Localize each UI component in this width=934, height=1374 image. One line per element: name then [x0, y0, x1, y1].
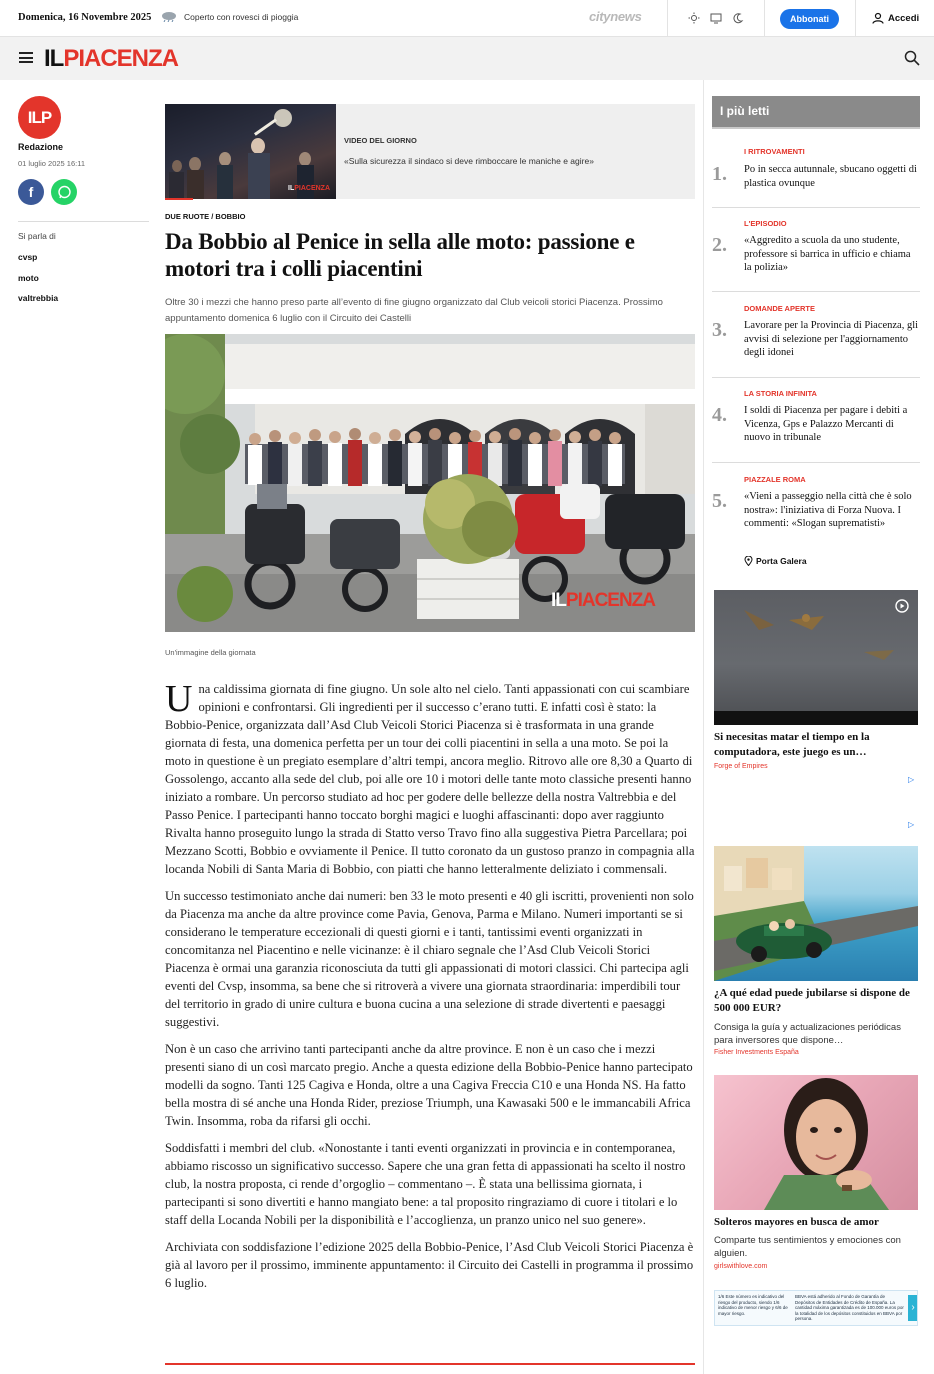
paragraph: Non è un caso che arrivino tanti partecipanti anche da altre province. E non è un caso che i mezzi presenti siano di un così marcato pregio. Anche a questa edizione della Bobbio-Penice hanno partecipato modelli da sogno. Tanti 125 Cagiva e Honda, oltre a una Cagiva Freccia C10 e una Honda NS. Ha fatto bella mostra di sé anche una Honda Rider, preziose Triumph, una Kawasaki 500 e le immancabili Africa Twin. Insomma, roba da rifarsi gli occhi. — [165, 1042, 693, 1128]
article-photo[interactable] — [165, 334, 695, 632]
paragraph: Una caldissima giornata di fine giugno. Un sole alto nel cielo. Tanti appassionati con cui scambiare opinioni e confrontarsi. Gli ingredienti per il successo c’erano tutti. E infatti così è stato: la Bobbio-Penice, organizzata dall’Asd Club Veicoli Storici Piacenza si è trasformata in una grande giornata di festa, una domenica perfetta per un tour dei colli piacentini in sella a una moto. Se poi la moto in questione è un pregiato esemplare d’altri tempi, ancora meglio. Ritrovo alle ore 8,30 a Quarto di Gossolengo, accanto alla sede del club, poi alle ore 10 i motori delle tante moto classiche presenti hanno iniziato a rombare. Un percorso studiato ad hoc per godere delle bellezze della nostra Valtrebbia e del Passo Penice. I partecipanti hanno toccato borghi magici e luoghi affascinanti: dopo aver raggiunto Rivalta hanno proseguito lungo la strada di Statto verso Travo fino alla suggestiva Pietra Parcellara; poi Mezzano Scotti, Bobbio e ovviamente il Penice. Il tutto coronato da un gustoso pranzo in compagnia alla locanda Nobili di Santa Maria di Bobbio, con piatti che hanno letteralmente deliziato i commensali. — [165, 678, 695, 876]
user-icon — [872, 12, 884, 24]
sun-icon[interactable] — [688, 12, 700, 24]
article-kicker[interactable]: DUE RUOTE / BOBBIO — [165, 212, 246, 221]
ad-image[interactable] — [714, 1075, 918, 1210]
ad-headline[interactable]: Si necesitas matar el tiempo en la computadora, este juego es un… — [714, 731, 870, 758]
video-watermark: ILPIACENZA — [288, 185, 331, 192]
group-photo-illustration — [165, 334, 695, 632]
photo-watermark: ILPIACENZA — [551, 590, 656, 611]
paragraph: Soddisfatti i membri del club. «Nonostante i tanti eventi organizzati in provincia e in contemporanea, abbiamo riscosso un significativo successo. Sapere che una gran fetta di appassionati ha scelto il nostro club, la nostra proposta, ci rende d’orgoglio – commentano –. È stata una bellissima giornata, i partecipanti si sono divertiti e hanno mangiato bene: a tal proposito ringraziamo di cuore i titolari e lo staff della Locanda Nobili per la disponibilità e l’accoglienza, un pranzo unico nel suo genere». — [165, 1141, 686, 1227]
item-title[interactable]: Po in secca autunnale, sbucano oggetti di plastica ovunque — [744, 164, 917, 189]
rank-number: 1. — [712, 163, 727, 185]
ad-scene — [714, 590, 918, 711]
ad-headline[interactable]: Solteros mayores en busca de amor — [714, 1216, 879, 1228]
video-controls-bar — [714, 711, 918, 725]
tag-link[interactable]: valtrebbia — [18, 293, 59, 303]
car-coast-illustration — [714, 846, 918, 981]
menu-icon[interactable] — [19, 52, 33, 63]
banner-guarantee-text: BBVA está adherido al Fondo de Garantía de Depósitos de Entidades de Crédito de España. La cantidad máxima garantizada es de 100.000 euros por la totalidad de los depósitos constituidos en BBVA por persona. — [795, 1294, 904, 1321]
citynews-logo[interactable]: citynews — [589, 9, 642, 24]
divider — [667, 0, 668, 37]
rank-number: 4. — [712, 404, 727, 426]
location-pin-icon — [744, 556, 753, 566]
divider — [712, 291, 920, 292]
video-of-the-day[interactable] — [165, 104, 695, 199]
weather-widget[interactable] — [161, 11, 298, 22]
whatsapp-share-button[interactable] — [51, 179, 77, 205]
drop-cap: U — [165, 678, 193, 720]
divider — [764, 0, 765, 37]
section-rule — [165, 1363, 695, 1365]
facebook-share-button[interactable] — [18, 179, 44, 205]
author-avatar[interactable]: ILP — [18, 96, 61, 139]
theme-switcher — [688, 12, 744, 24]
paragraph: Archiviata con soddisfazione l’edizione 2025 della Bobbio-Penice, l’Asd Club Veicoli Storici Piacenza è già al lavoro per il prossimo, imminente appuntamento: il Circuito dei Castelli in programma il prossimo 6 luglio. — [165, 1240, 694, 1290]
ad-source[interactable]: girlswithlove.com — [714, 1263, 768, 1270]
login-button[interactable] — [872, 12, 919, 24]
divider — [712, 377, 920, 378]
item-category: DOMANDE APERTE — [744, 304, 815, 313]
current-date: Domenica, 16 Novembre 2025 — [18, 12, 152, 23]
article-body — [165, 680, 695, 1301]
banner-risk-text: 1/6 Este número es indicativo del riesgo del producto, siendo 1/6 indicativo de menor riesgo y 6/6 de mayor riesgo. — [718, 1294, 788, 1316]
publish-date: 01 luglio 2025 16:11 — [18, 159, 86, 168]
item-category: I RITROVAMENTI — [744, 147, 805, 156]
facebook-icon: f — [28, 184, 34, 200]
replay-icon[interactable] — [894, 598, 910, 614]
subscribe-button[interactable]: Abbonati — [780, 9, 839, 29]
video-thumbnail[interactable] — [165, 104, 336, 199]
ad-source[interactable]: Forge of Empires — [714, 763, 768, 770]
ad-source[interactable]: Fisher Investments España — [714, 1049, 799, 1056]
top-bar — [0, 0, 934, 37]
monitor-icon[interactable] — [710, 12, 722, 24]
article-subtitle: Oltre 30 i mezzi che hanno preso parte all’evento di fine giugno organizzato dal Club veicoli storici Piacenza. Prossimo appuntamento domenica 6 luglio con il Circuito dei Castelli — [165, 297, 663, 324]
photo-caption: Un'immagine della giornata — [165, 648, 256, 657]
whatsapp-icon — [57, 185, 72, 200]
search-icon[interactable] — [904, 50, 920, 66]
item-title[interactable]: «Aggredito a scuola da uno studente, professore si barrica in ufficio e chiama la polizia» — [744, 235, 911, 273]
logo-name: PIACENZA — [63, 45, 178, 72]
video-title[interactable]: «Sulla sicurezza il sindaco si deve rimboccare le maniche e agire» — [344, 156, 594, 166]
rank-number: 3. — [712, 319, 727, 341]
ad-video-player[interactable] — [714, 590, 918, 725]
portrait-illustration — [714, 1075, 918, 1210]
paragraph: Un successo testimoniato anche dai numeri: ben 33 le moto presenti e 40 gli iscritti, provenienti non solo da Piacenza ma anche da altre province come Pavia, Genova, Parma e Milano. Numeri importanti se si considerano le temperature eccezionali di questi giorni e i tanti, tantissimi eventi organizzati in concomitanza nel Piacentino e nelle vicinanze: è il chiaro segnale che l’Asd Club Veicoli Storici Piacenza è ormai una garanzia riconosciuta da tutti gli appassionati di motori classici. Chi partecipa agli eventi del Cvsp, insomma, sa bene che si ritroverà a vivere una giornata straordinaria: imperdibili tour del territorio in grado di unire cultura e buona cucina a una selezione di strade divertenti e paesaggi suggestivi. — [165, 889, 694, 1029]
ad-image[interactable] — [714, 846, 918, 981]
location-tag[interactable] — [744, 556, 807, 566]
item-title[interactable]: I soldi di Piacenza per pagare i debiti a Vicenza, Gps e Palazzo Mercanti di nuovo in tribunale — [744, 405, 908, 443]
adchoices-icon[interactable]: ▷ — [908, 775, 915, 784]
adchoices-icon[interactable]: ▷ — [908, 820, 915, 829]
tag-link[interactable]: moto — [18, 273, 39, 283]
bank-ad-banner[interactable] — [714, 1290, 918, 1326]
article-title: Da Bobbio al Penice in sella alle moto: passione e motori tra i colli piacentini — [165, 229, 635, 281]
divider — [712, 127, 920, 129]
divider — [18, 221, 149, 222]
divider — [855, 0, 856, 37]
logo-il: IL — [44, 45, 64, 72]
accent-bar — [165, 198, 193, 200]
tags-label: Si parla di — [18, 231, 56, 241]
item-title[interactable]: Lavorare per la Provincia di Piacenza, gli avvisi di selezione per l'aggiornamento degli idonei — [744, 320, 919, 358]
site-header — [0, 37, 934, 80]
rain-cloud-icon — [161, 11, 178, 22]
rank-number: 2. — [712, 234, 727, 256]
item-category: PIAZZALE ROMA — [744, 475, 806, 484]
ad-description: Consiga la guía y actualizaciones periódicas para inversores que dispone… — [714, 1022, 901, 1046]
item-category: LA STORIA INFINITA — [744, 389, 817, 398]
weather-label: Coperto con rovesci di pioggia — [184, 11, 299, 22]
divider — [712, 462, 920, 463]
moon-icon[interactable] — [732, 12, 744, 24]
item-title[interactable]: «Vieni a passeggio nella città che è solo nostra»: l'iniziativa di Forza Nuova. I commenti: «Slogan suprematisti» — [744, 491, 912, 529]
ad-headline[interactable]: ¿A qué edad puede jubilarse si dispone de 500 000 EUR? — [714, 987, 910, 1014]
login-label: Accedi — [888, 12, 920, 24]
author-name[interactable]: Redazione — [18, 142, 64, 152]
ad-description: Comparte tus sentimientos y emociones con alguien. — [714, 1235, 901, 1259]
video-kicker: VIDEO DEL GIORNO — [344, 136, 417, 145]
site-logo[interactable] — [44, 45, 178, 73]
rank-number: 5. — [712, 490, 727, 512]
most-read-heading: I più letti — [712, 96, 920, 127]
tag-link[interactable]: cvsp — [18, 252, 38, 262]
column-divider — [703, 80, 704, 1374]
divider — [712, 207, 920, 208]
item-category: L'EPISODIO — [744, 219, 787, 228]
next-arrow-icon[interactable]: › — [908, 1295, 918, 1321]
location-label: Porta Galera — [756, 556, 807, 566]
